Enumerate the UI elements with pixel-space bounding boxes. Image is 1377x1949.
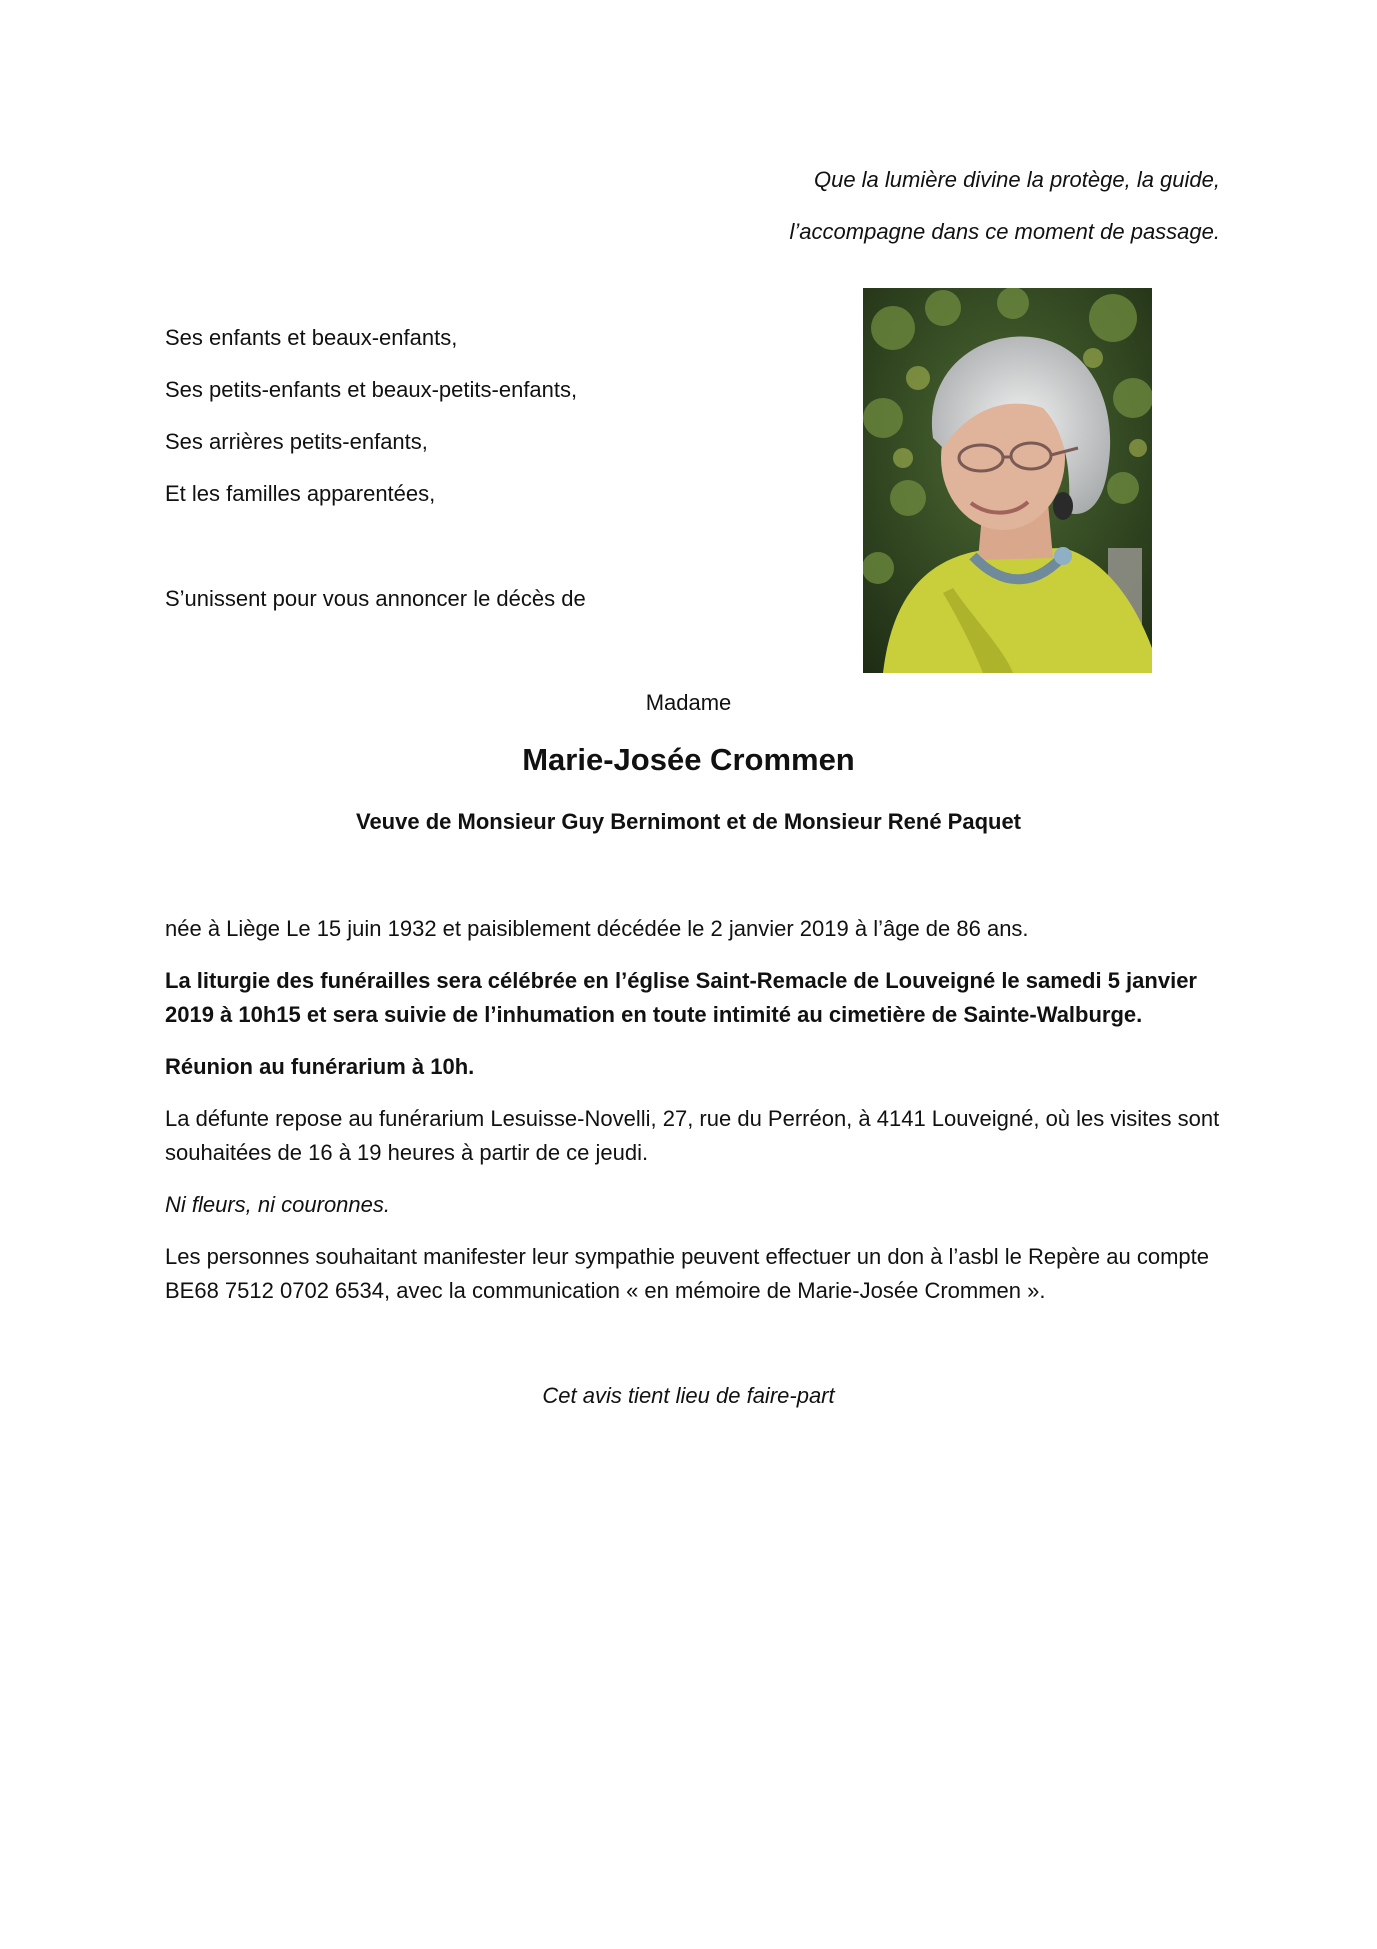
- announce-text: S’unissent pour vous annoncer le décès de: [165, 586, 586, 611]
- closing-line: Cet avis tient lieu de faire-part: [542, 1383, 835, 1408]
- family-line-4: Et les familles apparentées,: [165, 481, 436, 506]
- honorific: Madame: [645, 690, 732, 715]
- family-line-1: Ses enfants et beaux-enfants,: [165, 325, 458, 350]
- epigraph-line-2: l’accompagne dans ce moment de passage.: [789, 219, 1220, 244]
- portrait-photo: [863, 288, 1152, 673]
- portrait-illustration: [863, 288, 1152, 673]
- birth-death-paragraph: née à Liège Le 15 juin 1932 et paisiblement décédée le 2 janvier 2019 à l’âge de 86 ans.: [165, 916, 1029, 941]
- visits-paragraph: La défunte repose au funérarium Lesuisse-Novelli, 27, rue du Perréon, à 4141 Louveigné, où les visites sont souhaitées de 16 à 19 heures à partir de ce jeudi.: [165, 1106, 1220, 1165]
- liturgy-paragraph: La liturgie des funérailles sera célébrée en l’église Saint-Remacle de Louveigné le samedi 5 janvier 2019 à 10h15 et sera suivie de l’inhumation en toute intimité au cimetière de Sainte-Walburge.: [165, 968, 1197, 1027]
- deceased-name: Marie-Josée Crommen: [522, 742, 855, 777]
- reunion-paragraph: Réunion au funérarium à 10h.: [165, 1054, 475, 1079]
- widow-line: Veuve de Monsieur Guy Bernimont et de Monsieur René Paquet: [355, 809, 1022, 834]
- epigraph-line-1: Que la lumière divine la protège, la guide,: [813, 167, 1220, 192]
- donation-paragraph: Les personnes souhaitant manifester leur sympathie peuvent effectuer un don à l’asbl le Repère au compte BE68 7512 0702 6534, avec la communication « en mémoire de Marie-Josée Crommen ».: [165, 1244, 1210, 1303]
- family-line-3: Ses arrières petits-enfants,: [165, 429, 428, 454]
- flowers-paragraph: Ni fleurs, ni couronnes.: [165, 1192, 390, 1217]
- family-line-2: Ses petits-enfants et beaux-petits-enfants,: [165, 377, 578, 402]
